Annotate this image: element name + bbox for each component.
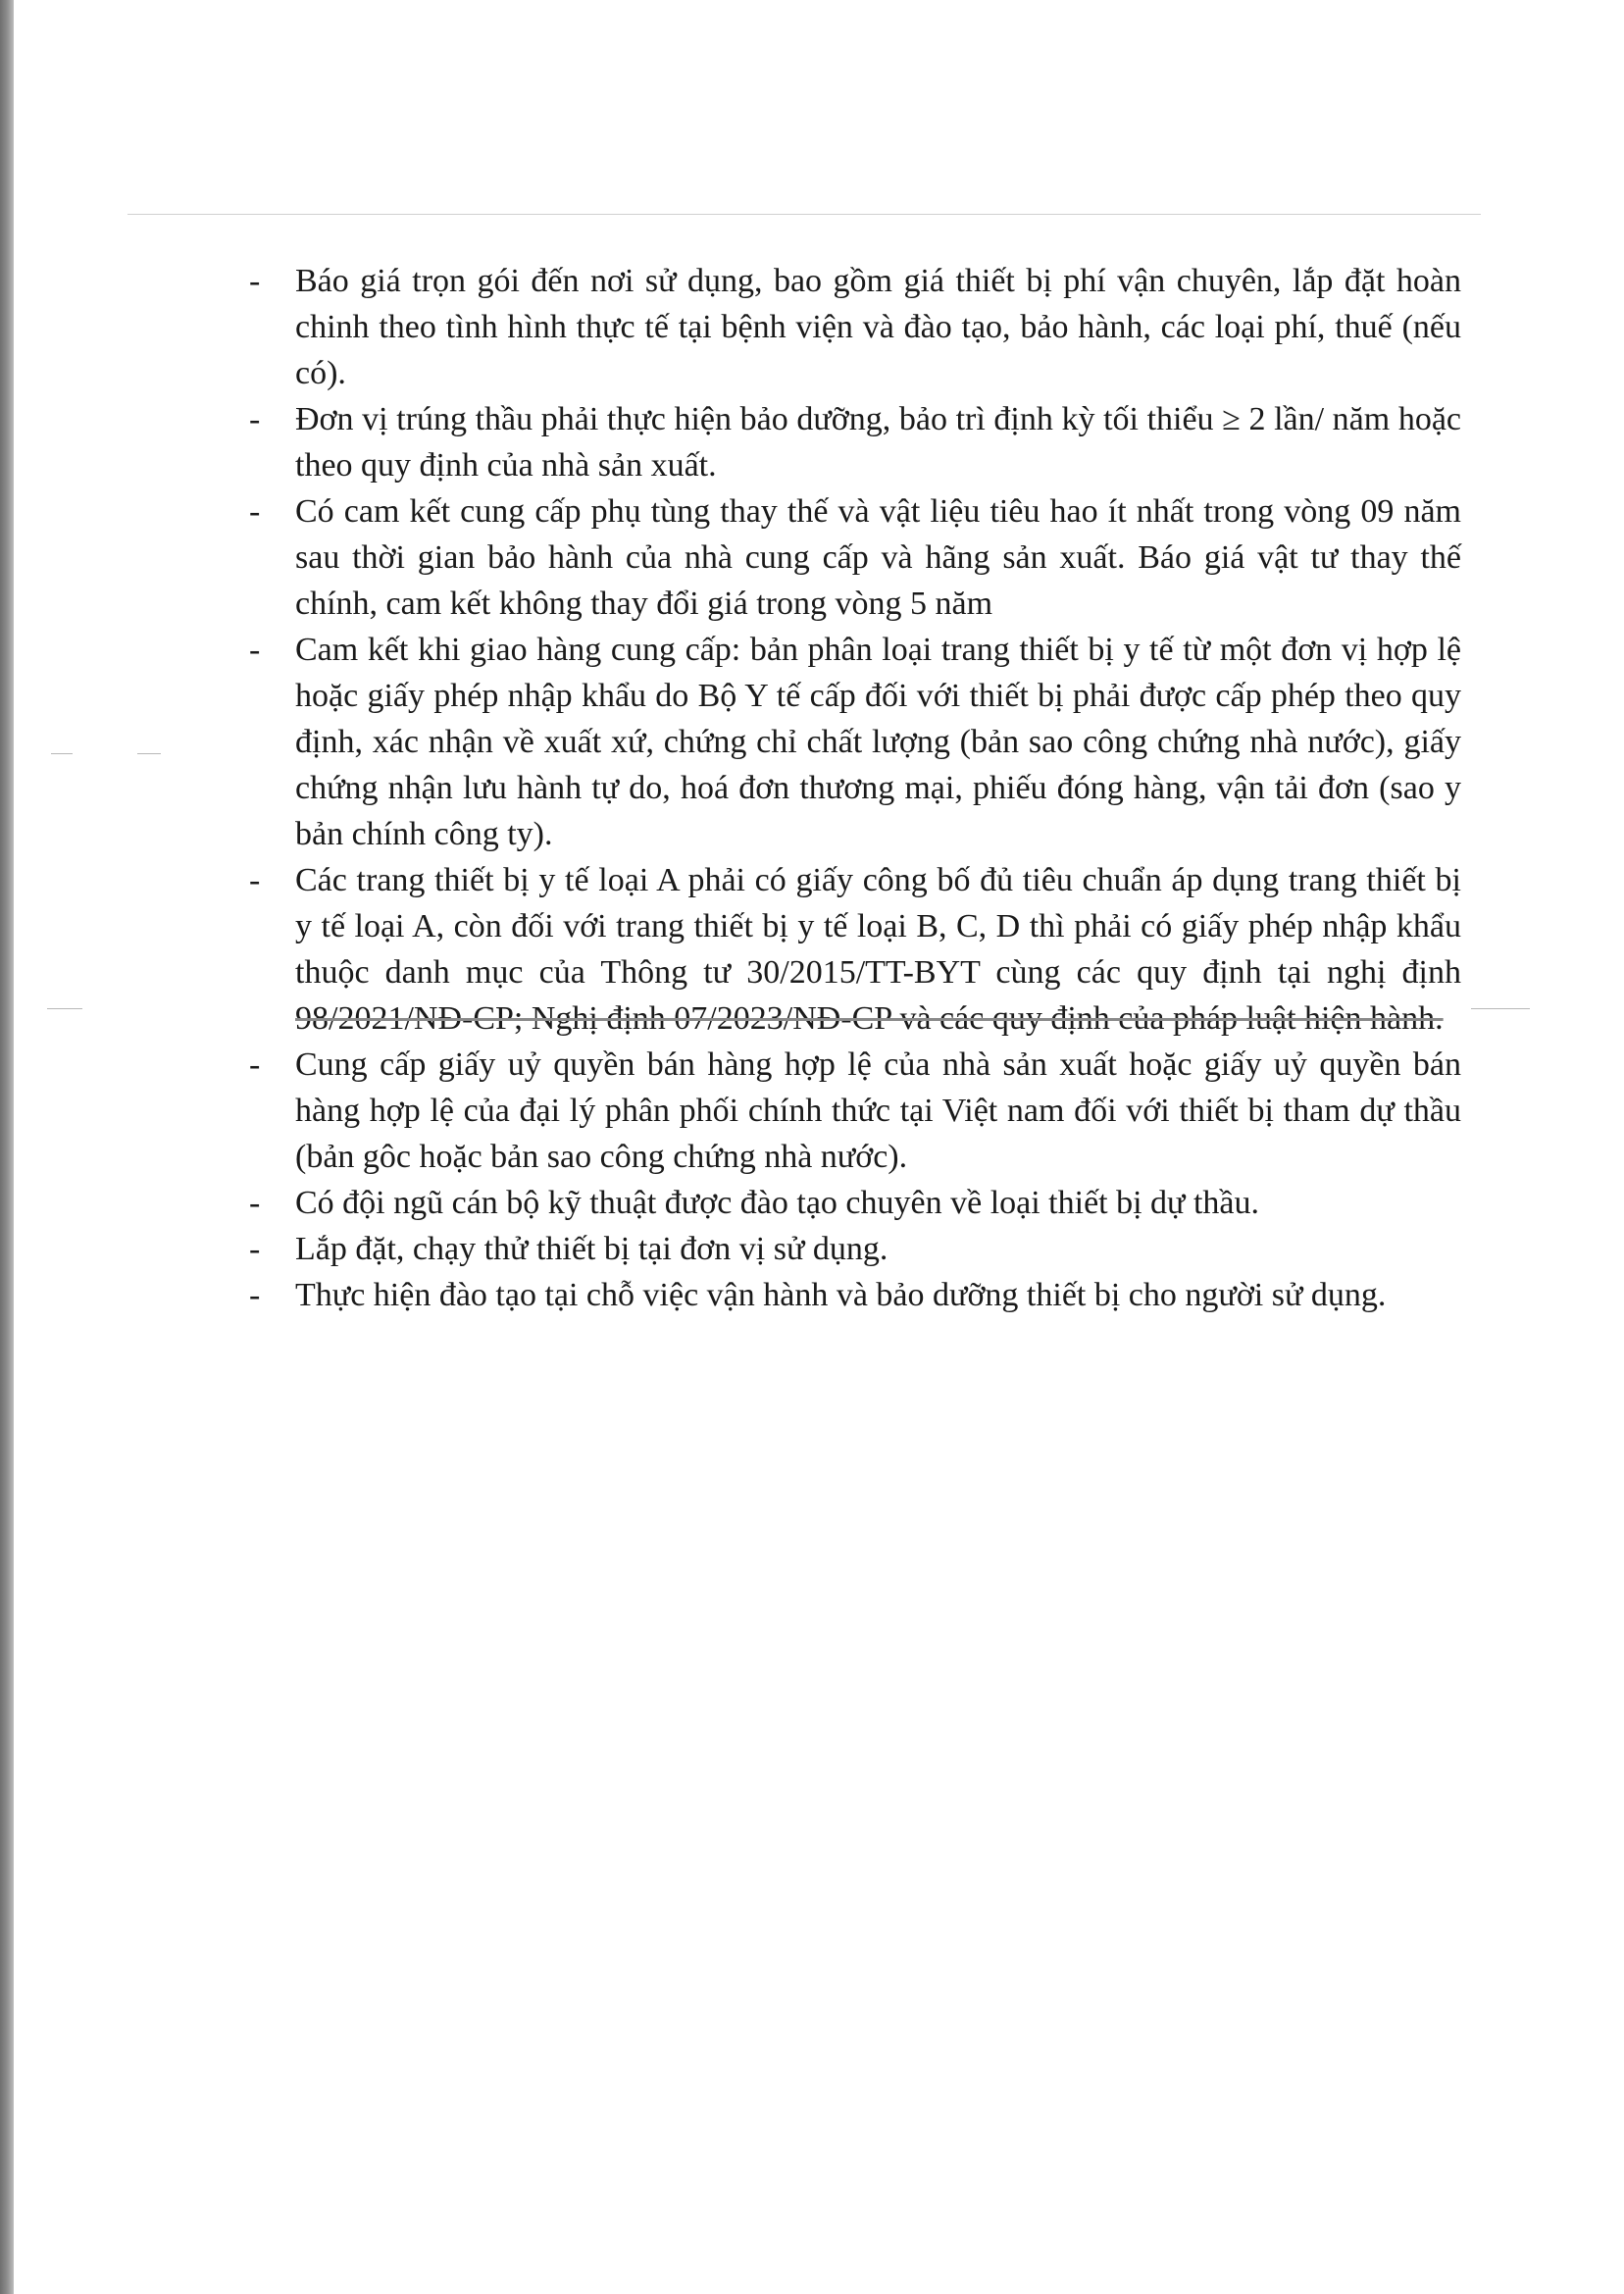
top-scan-line [127,214,1481,215]
requirement-text: Cam kết khi giao hàng cung cấp: bản phân loại trang thiết bị y tế từ một đơn vị hợp lệ hoặc giấy phép nhập khẩu do Bộ Y tế cấp đối với thiết bị phải được cấp phép theo quy định, xác nhận về xuất xứ, chứng chỉ chất lượng (bản sao công chứng nhà nước), giấy chứng nhận lưu hành tự do, hoá đơn thương mại, phiếu đóng hàng, vận tải đơn (sao y bản chính công ty). [295,632,1461,852]
bullet-dash: - [249,1046,261,1083]
requirement-item [249,857,1461,1042]
requirement-text: Có cam kết cung cấp phụ tùng thay thế và vật liệu tiêu hao ít nhất trong vòng 09 năm sau thời gian bảo hành của nhà cung cấp và hãng sản xuất. Báo giá vật tư thay thế chính, cam kết không thay đổi giá trong vòng 5 năm [295,493,1461,622]
scan-left-edge [0,0,14,2294]
bullet-dash: - [249,1231,261,1267]
bullet-dash: - [249,862,261,898]
bullet-dash: - [249,263,261,299]
bullet-dash: - [249,1277,261,1313]
requirement-text: Cung cấp giấy uỷ quyền bán hàng hợp lệ của nhà sản xuất hoặc giấy uỷ quyền bán hàng hợp lệ của đại lý phân phối chính thức tại Việt nam đối với thiết bị tham dự thầu (bản gôc hoặc bản sao công chứng nhà nước). [295,1046,1461,1175]
left-margin-mark-3 [47,1008,82,1009]
requirement-text: Lắp đặt, chạy thử thiết bị tại đơn vị sử dụng. [295,1231,888,1267]
requirement-text: Thực hiện đào tạo tại chỗ việc vận hành và bảo dưỡng thiết bị cho người sử dụng. [295,1277,1387,1313]
bullet-dash: - [249,493,261,530]
struck-text: 98/2021/NĐ-CP; Nghị định 07/2023/NĐ-CP và các quy định của pháp luật hiện hành. [295,1000,1444,1037]
left-margin-mark [51,753,73,754]
requirement-item [249,627,1461,857]
requirement-item [249,1226,1461,1272]
right-margin-mark [1471,1008,1530,1009]
bullet-dash: - [249,632,261,668]
requirement-item [249,1272,1461,1318]
requirements-list [249,258,1461,1318]
requirement-item [249,488,1461,627]
requirement-item [249,396,1461,488]
requirement-text: Báo giá trọn gói đến nơi sử dụng, bao gồm giá thiết bị phí vận chuyên, lắp đặt hoàn chinh theo tình hình thực tế tại bệnh viện và đào tạo, bảo hành, các loại phí, thuế (nếu có). [295,263,1461,391]
requirement-item [249,1042,1461,1180]
left-margin-mark-2 [137,753,161,754]
requirement-text: Có đội ngũ cán bộ kỹ thuật được đào tạo chuyên về loại thiết bị dự thầu. [295,1185,1260,1221]
requirement-text: Đơn vị trúng thầu phải thực hiện bảo dưỡng, bảo trì định kỳ tối thiểu ≥ 2 lần/ năm hoặc theo quy định của nhà sản xuất. [295,401,1461,484]
bullet-dash: - [249,1185,261,1221]
requirement-item [249,1180,1461,1226]
requirement-text: Các trang thiết bị y tế loại A phải có giấy công bố đủ tiêu chuẩn áp dụng trang thiết bị y tế loại A, còn đối với trang thiết bị y tế loại B, C, D thì phải có giấy phép nhập khẩu thuộc danh mục của Thông tư 30/2015/TT-BYT cùng các quy định tại nghị định [295,862,1461,991]
bullet-dash: - [249,401,261,437]
requirement-item [249,258,1461,396]
